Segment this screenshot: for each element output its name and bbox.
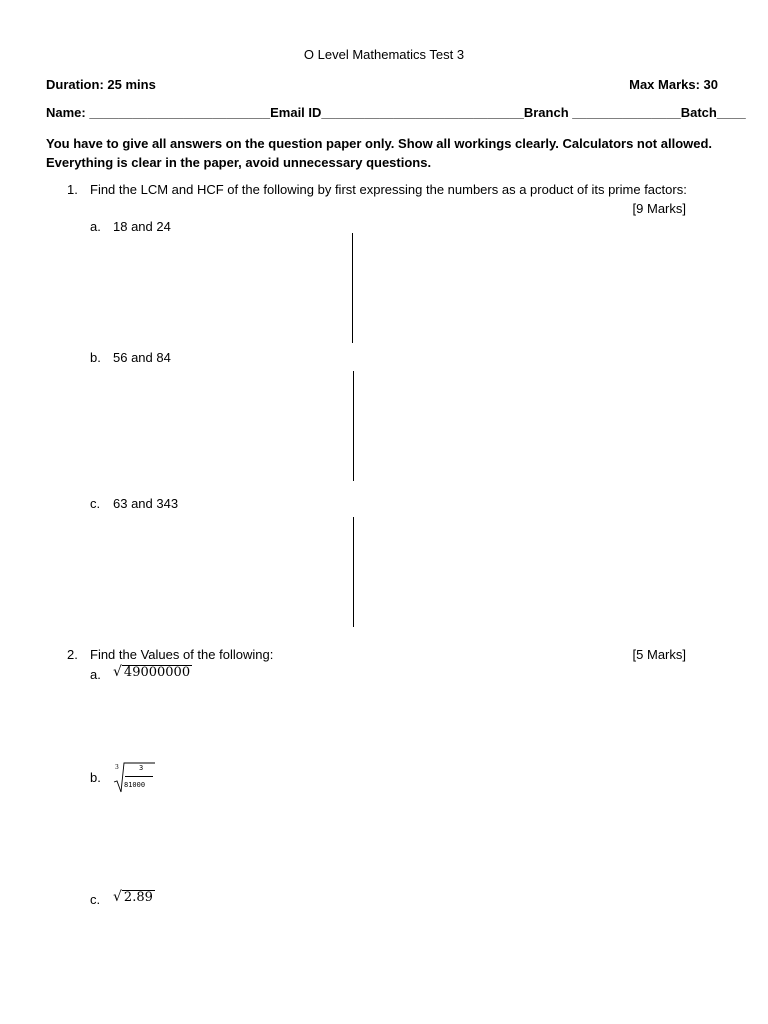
working-divider-1a — [352, 233, 353, 343]
question-2c-letter: c. — [90, 892, 101, 907]
question-2a-letter: a. — [90, 667, 101, 682]
student-details-row — [46, 105, 746, 120]
fraction-bar — [125, 776, 153, 777]
question-1a-letter: a. — [90, 219, 101, 234]
radical-sign-icon: √ — [113, 664, 122, 680]
branch-field: Branch _______________ — [523, 105, 681, 120]
fraction-denominator: 81000 — [124, 781, 146, 789]
name-field: Name: _________________________ — [46, 105, 271, 120]
question-1c-text: 63 and 343 — [113, 496, 179, 511]
radicand: 49000000 — [123, 665, 191, 680]
radical-sign-icon: √ — [113, 889, 122, 905]
page-title: O Level Mathematics Test 3 — [303, 47, 465, 62]
square-root-expression — [113, 665, 192, 680]
question-2-text: Find the Values of the following: — [90, 647, 274, 662]
instructions: You have to give all answers on the question paper only. Show all workings clearly. Calculators not allowed. Everything is clear in the paper, avoid unnecessary questions. — [46, 136, 713, 170]
working-divider-1b — [353, 371, 354, 481]
question-2-marks: [5 Marks] — [632, 647, 686, 662]
question-2-number: 2. — [67, 647, 78, 662]
question-1-marks: [9 Marks] — [632, 201, 686, 216]
question-1b-text: 56 and 84 — [113, 350, 171, 365]
question-1c-letter: c. — [90, 496, 101, 511]
root-index: 3 — [115, 764, 119, 771]
square-root-expression — [113, 890, 155, 905]
question-1-number: 1. — [67, 182, 78, 197]
batch-field: Batch____ — [680, 105, 746, 120]
radicand: 2.89 — [123, 890, 153, 905]
fraction-numerator: 3 — [139, 764, 144, 772]
question-2b-letter: b. — [90, 770, 101, 785]
question-1b-letter: b. — [90, 350, 101, 365]
email-field: Email ID____________________________ — [270, 105, 524, 120]
max-marks-label: Max Marks: 30 — [629, 77, 718, 92]
working-divider-1c — [353, 517, 354, 627]
duration-label: Duration: 25 mins — [46, 77, 156, 92]
question-1-text: Find the LCM and HCF of the following by first expressing the numbers as a product of its prime factors: — [90, 182, 687, 197]
question-1a-text: 18 and 24 — [113, 219, 171, 234]
cube-root-expression — [113, 760, 157, 794]
